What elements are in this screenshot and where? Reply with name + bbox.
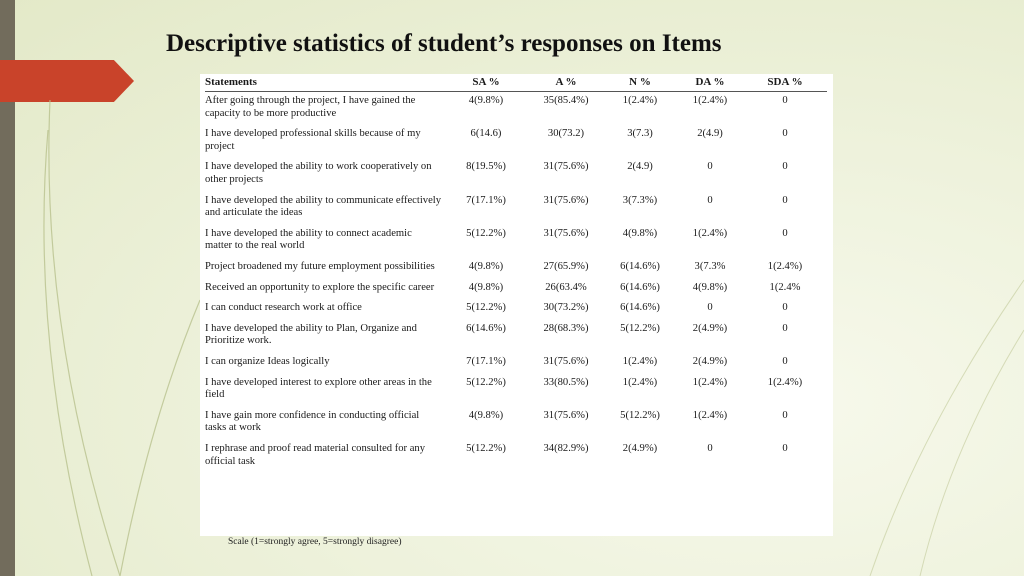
sda-cell: 0 xyxy=(782,356,788,368)
a-cell: 31(75.6%) xyxy=(543,227,589,239)
sda-cell: 0 xyxy=(782,161,788,173)
table-row xyxy=(205,443,827,476)
table-row xyxy=(205,161,827,194)
statistics-table xyxy=(205,74,827,476)
a-cell: 28(68.3%) xyxy=(543,323,589,335)
table-row xyxy=(205,323,827,356)
a-cell: 31(75.6%) xyxy=(543,410,589,422)
table-row xyxy=(205,356,827,377)
statistics-table-panel xyxy=(200,74,833,536)
table-row xyxy=(205,377,827,410)
statement-cell: Received an opportunity to explore the specific career xyxy=(205,281,435,293)
da-cell: 1(2.4%) xyxy=(692,95,728,107)
n-cell: 1(2.4%) xyxy=(622,95,658,107)
statement-cell: I have developed professional skills because of my project xyxy=(205,128,421,152)
n-cell: 3(7.3%) xyxy=(622,194,658,206)
da-cell: 1(2.4%) xyxy=(692,410,728,422)
sda-cell: 0 xyxy=(782,194,788,206)
table-row xyxy=(205,410,827,443)
n-cell: 6(14.6%) xyxy=(620,260,660,272)
sda-cell: 0 xyxy=(782,323,788,335)
header-da: DA % xyxy=(677,74,743,92)
a-cell: 26(63.4% xyxy=(545,281,587,293)
sa-cell: 4(9.8%) xyxy=(468,260,504,272)
da-cell: 0 xyxy=(707,302,713,314)
da-cell: 0 xyxy=(707,443,713,455)
table-row xyxy=(205,302,827,323)
table-row xyxy=(205,128,827,161)
statement-cell: Project broadened my future employment possibilities xyxy=(205,260,435,272)
da-cell: 2(4.9%) xyxy=(692,323,728,335)
da-cell: 1(2.4%) xyxy=(692,377,728,389)
header-sda: SDA % xyxy=(743,74,827,92)
statement-cell: After going through the project, I have gained the capacity to be more productive xyxy=(205,95,416,119)
n-cell: 6(14.6%) xyxy=(620,302,660,314)
sa-cell: 5(12.2%) xyxy=(466,443,506,455)
scale-note: Scale (1=strongly agree, 5=strongly disagree) xyxy=(228,537,402,547)
sa-cell: 8(19.5%) xyxy=(466,161,506,173)
statement-cell: I have gain more confidence in conducting official tasks at work xyxy=(205,410,420,434)
sa-cell: 6(14.6) xyxy=(470,128,502,140)
sa-cell: 4(9.8%) xyxy=(468,95,504,107)
sda-cell: 0 xyxy=(782,302,788,314)
table-row xyxy=(205,282,827,303)
n-cell: 3(7.3) xyxy=(627,128,653,140)
sa-cell: 7(17.1%) xyxy=(466,194,506,206)
header-n: N % xyxy=(603,74,677,92)
table-row xyxy=(205,92,827,129)
sa-cell: 7(17.1%) xyxy=(466,356,506,368)
a-cell: 34(82.9%) xyxy=(543,443,589,455)
statement-cell: I can conduct research work at office xyxy=(205,302,362,314)
header-statements: Statements xyxy=(205,74,443,92)
a-cell: 27(65.9%) xyxy=(543,260,589,272)
table-row xyxy=(205,228,827,261)
a-cell: 30(73.2) xyxy=(547,128,585,140)
n-cell: 2(4.9%) xyxy=(622,443,658,455)
page-title: Descriptive statistics of student’s responses on Items xyxy=(166,30,722,57)
red-arrow-shape xyxy=(0,60,134,102)
a-cell: 31(75.6%) xyxy=(543,194,589,206)
a-cell: 35(85.4%) xyxy=(543,95,589,107)
n-cell: 1(2.4%) xyxy=(622,356,658,368)
sda-cell: 1(2.4%) xyxy=(767,260,803,272)
statement-cell: I rephrase and proof read material consulted for any official task xyxy=(205,443,426,467)
da-cell: 2(4.9%) xyxy=(692,356,728,368)
statement-cell: I have developed interest to explore other areas in the field xyxy=(205,377,432,401)
table-row xyxy=(205,195,827,228)
sda-cell: 0 xyxy=(782,227,788,239)
sa-cell: 5(12.2%) xyxy=(466,377,506,389)
da-cell: 0 xyxy=(707,194,713,206)
statement-cell: I have developed the ability to work cooperatively on other projects xyxy=(205,161,432,185)
da-cell: 2(4.9) xyxy=(697,128,723,140)
da-cell: 0 xyxy=(707,161,713,173)
statement-cell: I have developed the ability to connect academic matter to the real world xyxy=(205,227,412,251)
n-cell: 6(14.6%) xyxy=(620,281,660,293)
a-cell: 31(75.6%) xyxy=(543,161,589,173)
n-cell: 1(2.4%) xyxy=(622,377,658,389)
header-a: A % xyxy=(529,74,603,92)
table-header-row xyxy=(205,74,827,92)
a-cell: 33(80.5%) xyxy=(543,377,589,389)
n-cell: 5(12.2%) xyxy=(620,410,660,422)
sda-cell: 0 xyxy=(782,410,788,422)
sda-cell: 1(2.4% xyxy=(769,281,801,293)
sa-cell: 5(12.2%) xyxy=(466,227,506,239)
table-row xyxy=(205,261,827,282)
a-cell: 31(75.6%) xyxy=(543,356,589,368)
n-cell: 2(4.9) xyxy=(627,161,653,173)
sa-cell: 4(9.8%) xyxy=(468,281,504,293)
sa-cell: 5(12.2%) xyxy=(466,302,506,314)
statement-cell: I can organize Ideas logically xyxy=(205,356,330,368)
header-sa: SA % xyxy=(443,74,529,92)
sa-cell: 6(14.6%) xyxy=(466,323,506,335)
n-cell: 5(12.2%) xyxy=(620,323,660,335)
da-cell: 1(2.4%) xyxy=(692,227,728,239)
sda-cell: 1(2.4%) xyxy=(767,377,803,389)
da-cell: 4(9.8%) xyxy=(692,281,728,293)
sda-cell: 0 xyxy=(782,443,788,455)
a-cell: 30(73.2%) xyxy=(543,302,589,314)
statement-cell: I have developed the ability to communicate effectively and articulate the ideas xyxy=(205,194,442,218)
sa-cell: 4(9.8%) xyxy=(468,410,504,422)
n-cell: 4(9.8%) xyxy=(622,227,658,239)
da-cell: 3(7.3% xyxy=(694,260,726,272)
statement-cell: I have developed the ability to Plan, Organize and Prioritize work. xyxy=(205,323,417,347)
sda-cell: 0 xyxy=(782,128,788,140)
sda-cell: 0 xyxy=(782,95,788,107)
